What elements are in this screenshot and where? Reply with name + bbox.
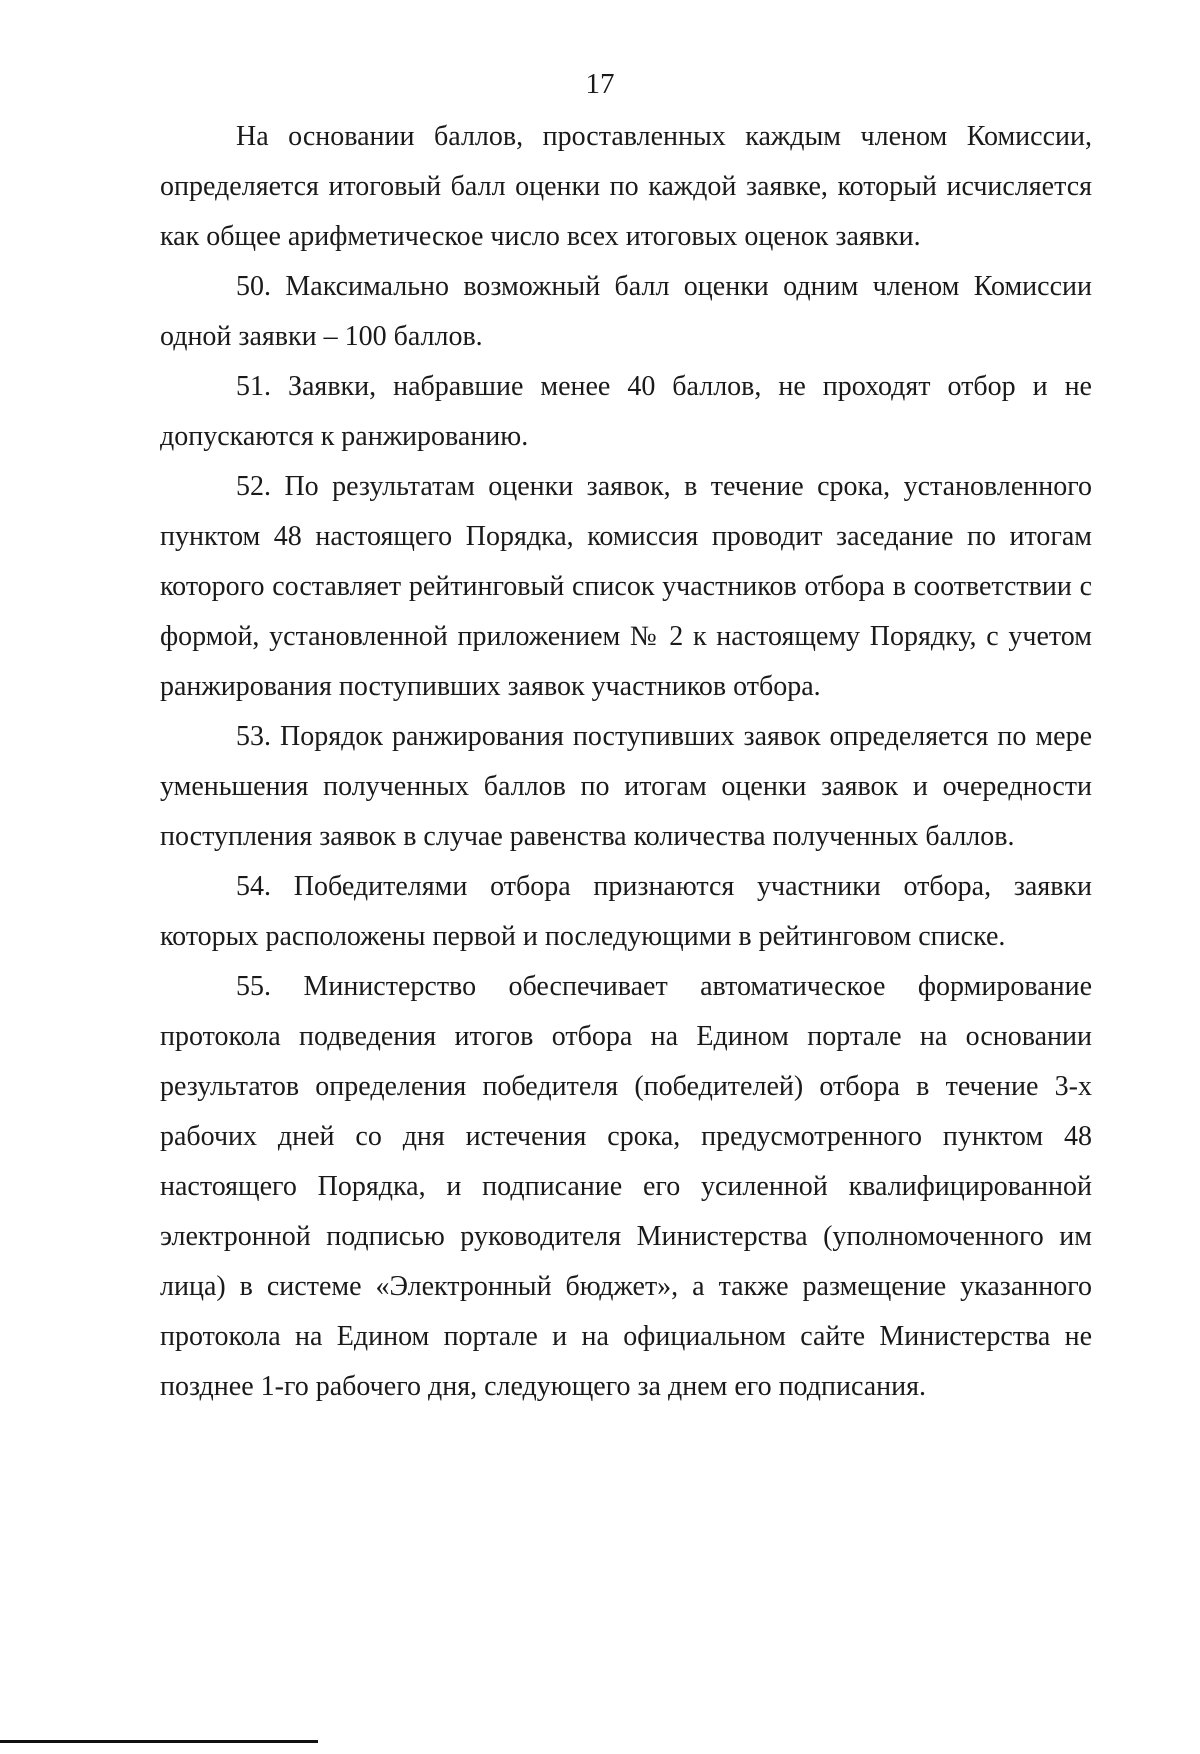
page-number: 17	[585, 68, 615, 100]
paragraph-50: 50. Максимально возможный балл оценки одним членом Комиссии одной заявки – 100 баллов.	[160, 271, 1092, 352]
paragraph-intro: На основании баллов, проставленных каждым членом Комиссии, определяется итоговый балл оценки по каждой заявке, который исчисляется как общее арифметическое число всех итоговых оценок заявки.	[160, 121, 1092, 252]
paragraph-52: 52. По результатам оценки заявок, в течение срока, установленного пунктом 48 настоящего Порядка, комиссия проводит заседание по итогам которого составляет рейтинговый список участников отбора в соответствии с формой, установленной приложением № 2 к настоящему Порядку, с учетом ранжирования поступивших заявок участников отбора.	[160, 471, 1092, 702]
paragraph-53: 53. Порядок ранжирования поступивших заявок определяется по мере уменьшения полученных баллов по итогам оценки заявок и очередности поступления заявок в случае равенства количества полученных баллов.	[160, 721, 1092, 852]
document-body	[160, 112, 1092, 1412]
paragraph-51: 51. Заявки, набравшие менее 40 баллов, не проходят отбор и не допускаются к ранжированию.	[160, 371, 1092, 452]
footnote-rule	[0, 1740, 318, 1743]
paragraph-55: 55. Министерство обеспечивает автоматическое формирование протокола подведения итогов отбора на Едином портале на основании результатов определения победителя (победителей) отбора в течение 3-х рабочих дней со дня истечения срока, предусмотренного пунктом 48 настоящего Порядка, и подписание его усиленной квалифицированной электронной подписью руководителя Министерства (уполномоченного им лица) в системе «Электронный бюджет», а также размещение указанного протокола на Едином портале и на официальном сайте Министерства не позднее 1-го рабочего дня, следующего за днем его подписания.	[160, 971, 1092, 1402]
paragraph-54: 54. Победителями отбора признаются участники отбора, заявки которых расположены первой и последующими в рейтинговом списке.	[160, 871, 1092, 952]
